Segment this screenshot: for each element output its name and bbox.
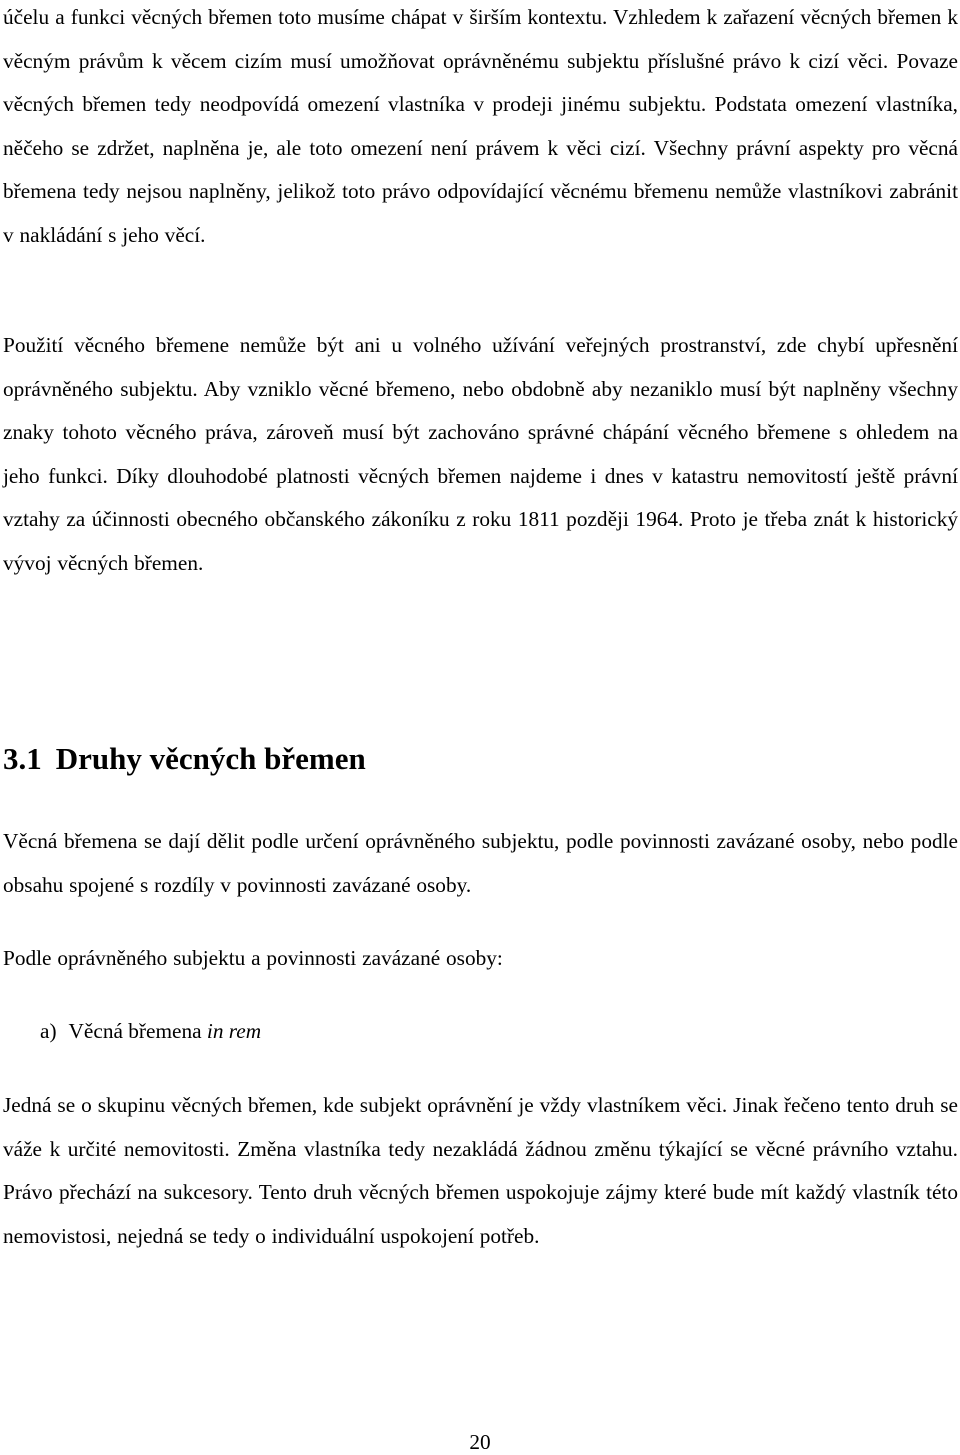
list-item-emphasis: in rem [206,1019,262,1043]
list-marker: a) [40,1019,57,1043]
section-heading [3,736,366,782]
list-item-text: Věcná břemena [68,1019,207,1043]
paragraph-public-spaces: Použití věcného břemene nemůže být ani u volného užívání veřejných prostranství, zde chybí upřesnění oprávněného subjektu. Aby vzniklo věcné břemeno, nebo obdobně aby nezaniklo musí být naplněny všechny znaky tohoto věcného práva, zároveň musí být zachováno správné chápání věcného břemene s ohledem na jeho funkci. Díky dlouhodobé platnosti věcných břemen najdeme i dnes v katastru nemovitostí ještě právní vztahy za účinnosti obecného občanského zákoníku z roku 1811 později 1964. Proto je třeba znát k historický vývoj věcných břemen. [3,333,958,575]
paragraph-in-rem-description: Jedná se o skupinu věcných břemen, kde subjekt oprávnění je vždy vlastníkem věci. Jinak řečeno tento druh se váže k určité nemovitosti. Změna vlastníka tedy nezakládá žádnou změnu týkající se věcné právního vztahu. Právo přechází na sukcesory. Tento druh věcných břemen uspokojuje zájmy které bude mít každý vlastník této nemovistosi, nejedná se tedy o individuální uspokojení potřeb. [3,1093,958,1248]
paragraph-division: Věcná břemena se dají dělit podle určení oprávněného subjektu, podle povinnosti zavázané osoby, nebo podle obsahu spojené s rozdíly v povinnosti zavázané osoby. [3,829,958,897]
paragraph-by-subject: Podle oprávněného subjektu a povinnosti zavázané osoby: [3,946,503,970]
page-number: 20 [469,1430,491,1454]
paragraph-context: účelu a funkci věcných břemen toto musíme chápat v širším kontextu. Vzhledem k zařazení věcných břemen k věcným právům k věcem cizím musí umožňovat oprávněnému subjektu příslušné právo k cizí věci. Povaze věcných břemen tedy neodpovídá omezení vlastníka v prodeji jinému subjektu. Podstata omezení vlastníka, něčeho se zdržet, naplněna je, ale toto omezení není právem k věci cizí. Všechny právní aspekty pro věcná břemena tedy nejsou naplněny, jelikož toto právo odpovídající věcnému břemenu nemůže vlastníkovi zabránit v nakládání s jeho věcí. [3,5,958,247]
list-item-in-rem [40,1010,261,1054]
section-number: 3.1 [3,741,42,776]
section-title: Druhy věcných břemen [55,741,366,776]
